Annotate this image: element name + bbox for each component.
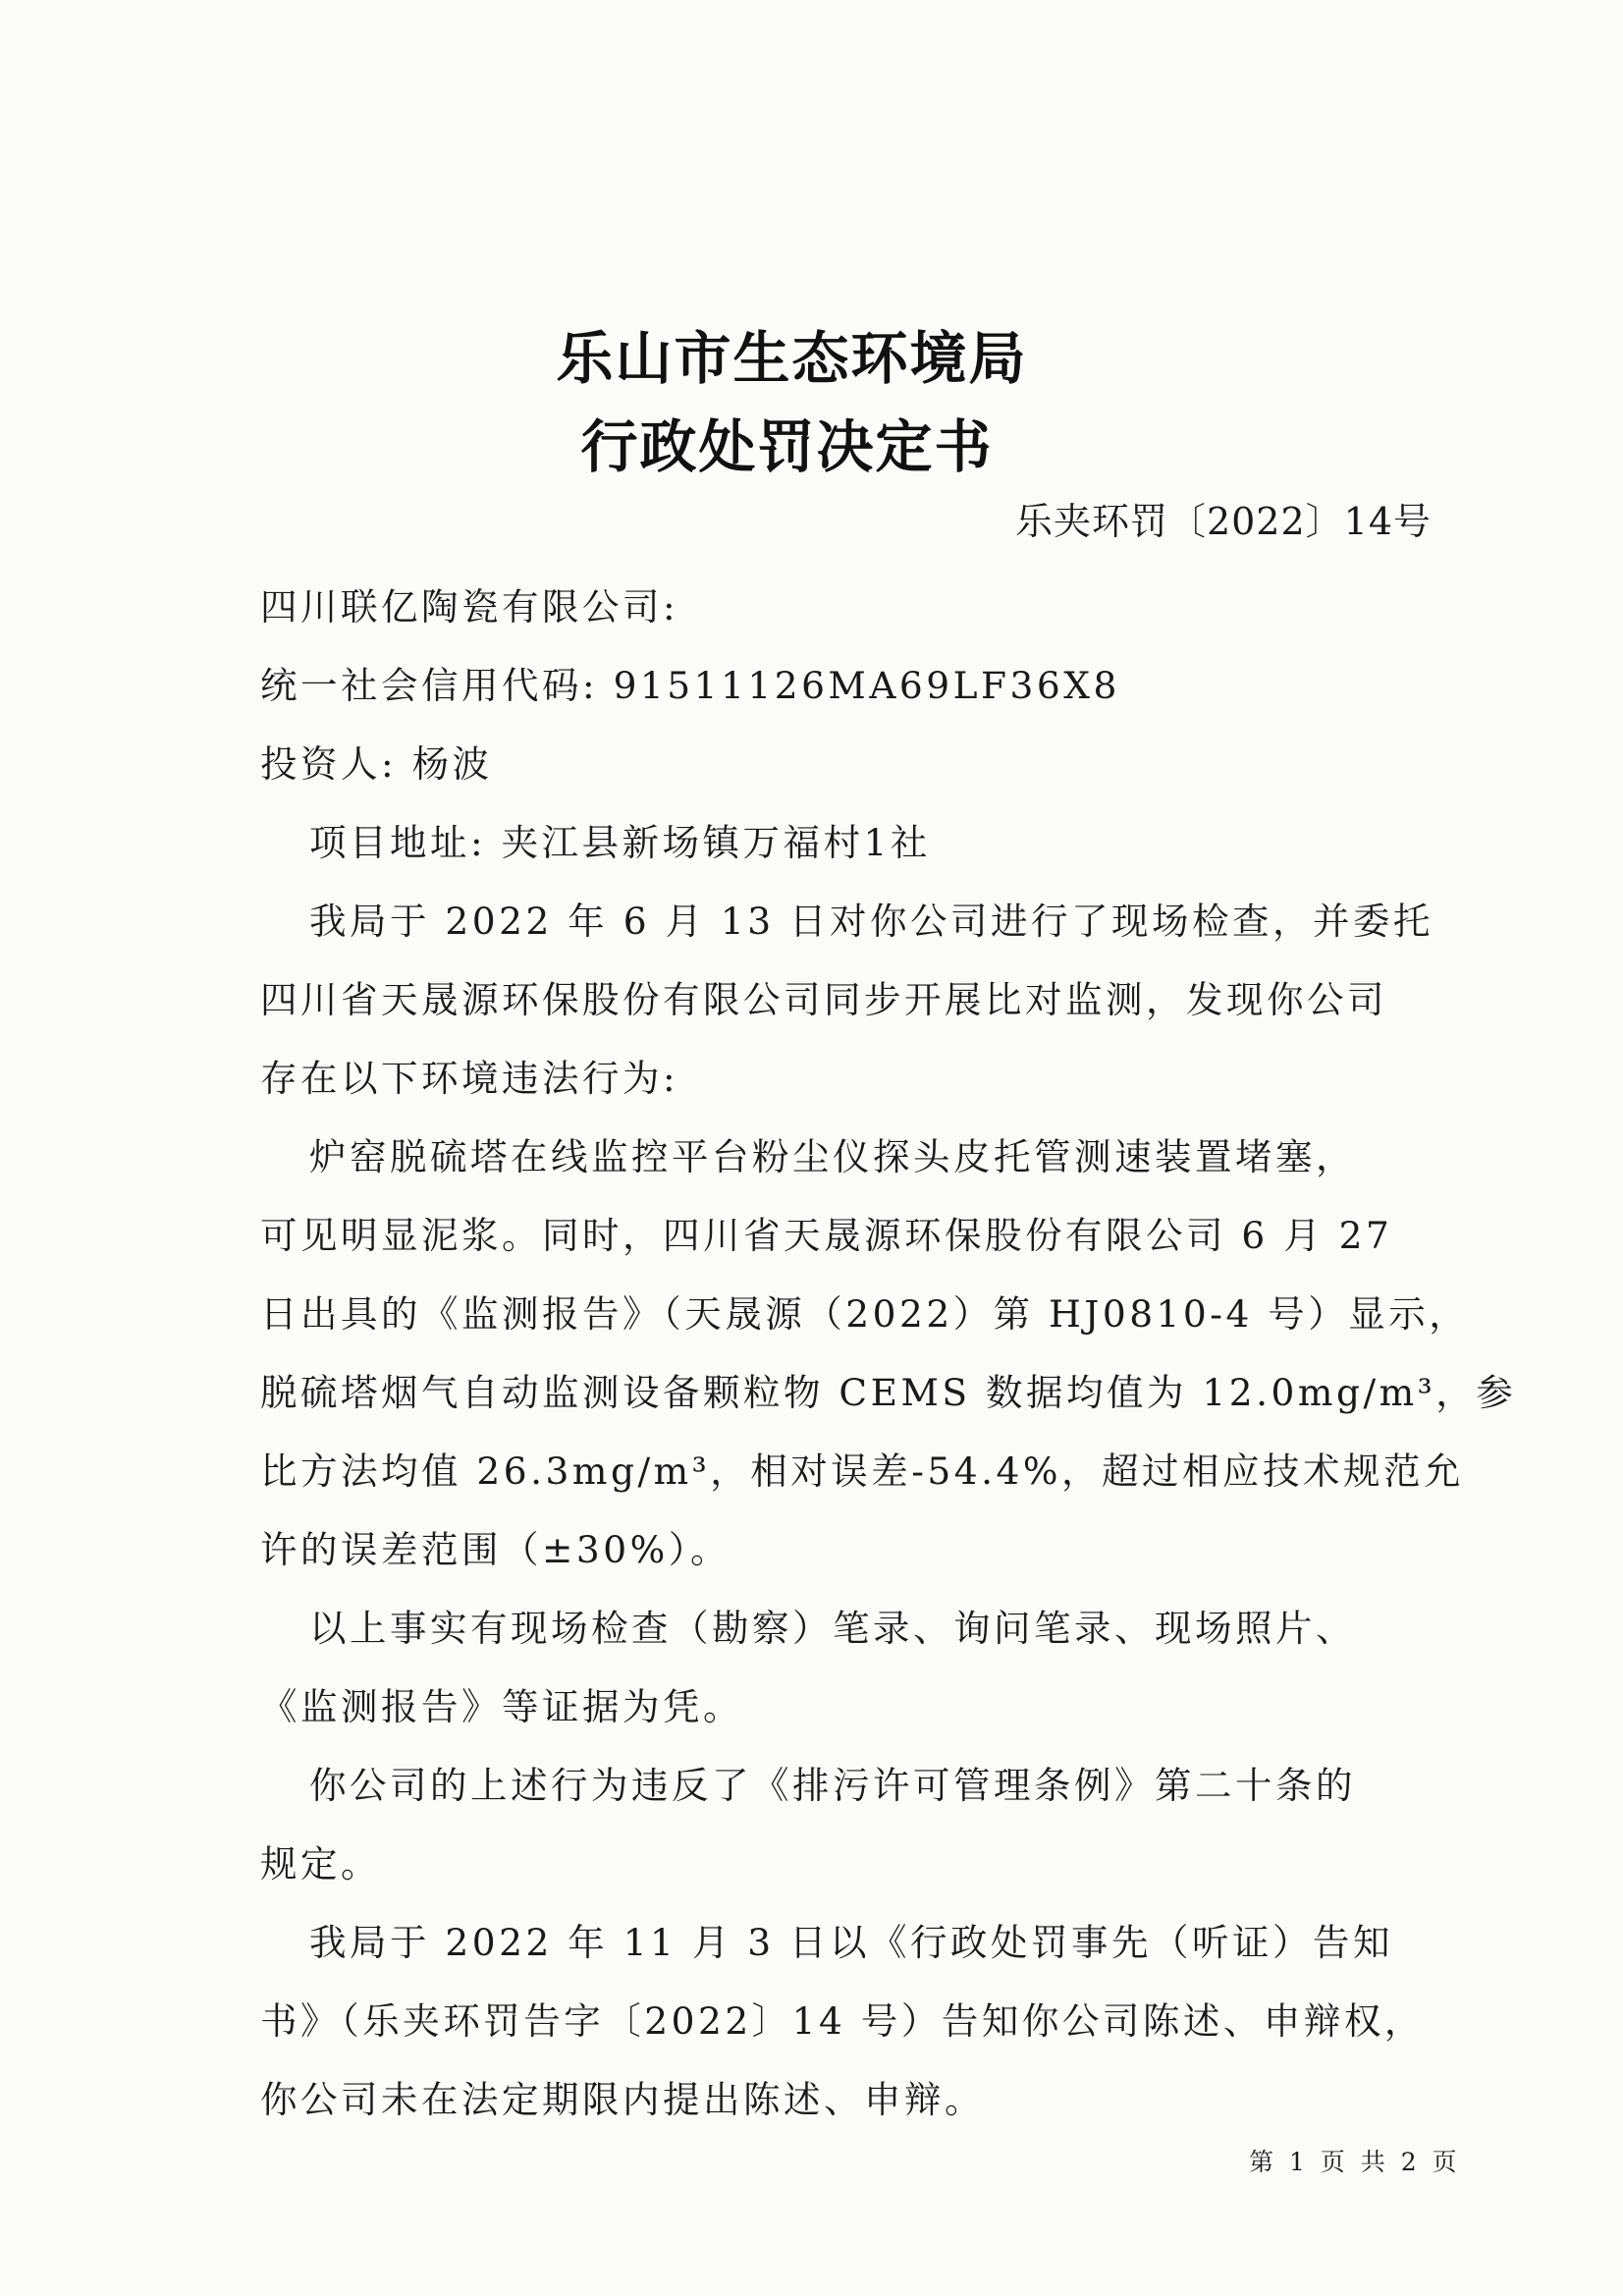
paragraph-line: 规定。 xyxy=(260,1842,381,1886)
paragraph-line: 我局于 2022 年 11 月 3 日以《行政处罚事先（听证）告知 xyxy=(309,1921,1394,1964)
paragraph-line: 四川省天晟源环保股份有限公司同步开展比对监测，发现你公司 xyxy=(260,978,1387,1021)
paragraph-line: 可见明显泥浆。同时，四川省天晟源环保股份有限公司 6 月 27 xyxy=(260,1214,1393,1257)
investor-value: 杨波 xyxy=(411,742,493,786)
paragraph-line: 你公司未在法定期限内提出陈述、申辩。 xyxy=(260,2078,985,2121)
paragraph-line: 脱硫塔烟气自动监测设备颗粒物 CEMS 数据均值为 12.0mg/m³，参 xyxy=(260,1371,1517,1414)
paragraph-line: 以上事实有现场检查（勘察）笔录、询问笔录、现场照片、 xyxy=(309,1607,1356,1650)
paragraph-line: 许的误差范围（±30%）。 xyxy=(260,1528,731,1571)
document-body xyxy=(260,568,1517,2139)
address-label: 项目地址: xyxy=(309,821,487,864)
document-type-title: 行政处罚决定书 xyxy=(580,413,994,480)
paragraph-line: 你公司的上述行为违反了《排污许可管理条例》第二十条的 xyxy=(309,1764,1356,1807)
agency-title: 乐山市生态环境局 xyxy=(556,325,1028,392)
investor-line xyxy=(260,725,1438,803)
credit-code-value: 91511126MA69LF36X8 xyxy=(613,664,1120,707)
investor-label: 投资人: xyxy=(260,742,398,786)
paragraph-line: 《监测报告》等证据为凭。 xyxy=(260,1685,743,1728)
credit-code-line xyxy=(260,646,1438,725)
document-number: 乐夹环罚〔2022〕14号 xyxy=(1014,500,1432,543)
paragraph-line: 存在以下环境违法行为: xyxy=(260,1057,679,1100)
paragraph-line: 炉窑脱硫塔在线监控平台粉尘仪探头皮托管测速装置堵塞， xyxy=(309,1135,1356,1178)
paragraph-line: 我局于 2022 年 6 月 13 日对你公司进行了现场检查，并委托 xyxy=(309,900,1434,943)
address-line xyxy=(260,803,1438,882)
paragraph-line: 书》（乐夹环罚告字〔2022〕14 号）告知你公司陈述、申辩权， xyxy=(260,1999,1425,2043)
address-value: 夹江县新场镇万福村1社 xyxy=(501,821,931,864)
paragraph-line: 比方法均值 26.3mg/m³，相对误差-54.4%，超过相应技术规范允 xyxy=(260,1449,1465,1493)
credit-code-label: 统一社会信用代码: xyxy=(260,664,599,707)
paragraph-line: 日出具的《监测报告》（天晟源（2022）第 HJ0810-4 号）显示， xyxy=(260,1292,1470,1336)
recipient-company: 四川联亿陶瓷有限公司: xyxy=(260,585,679,629)
page-indicator: 第 1 页 共 2 页 xyxy=(1249,2148,1461,2176)
